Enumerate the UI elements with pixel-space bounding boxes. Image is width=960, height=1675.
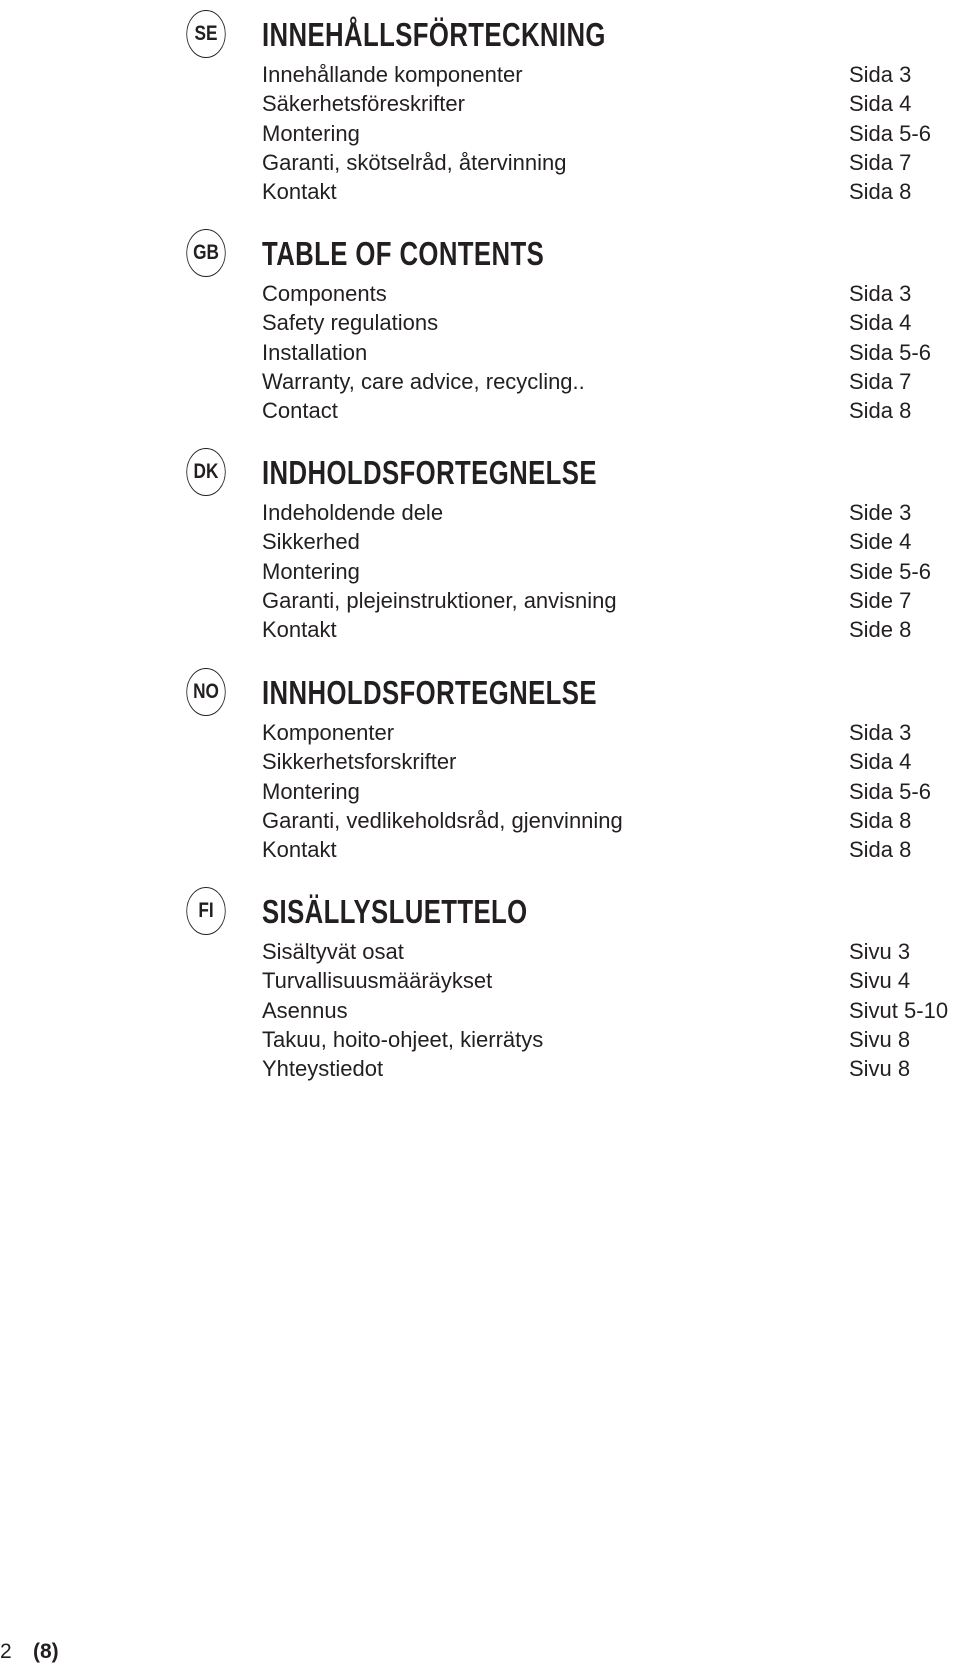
- toc-entry-page: Sida 5-6: [849, 120, 931, 146]
- toc-entry: [262, 338, 952, 367]
- toc-entry: [262, 1054, 952, 1083]
- toc-entry-page: Sivu 8: [849, 1026, 911, 1052]
- toc-entry-page: Sida 4: [849, 310, 912, 336]
- toc-entry-label: Contact: [262, 398, 338, 424]
- toc-entry: [262, 557, 952, 586]
- language-badge-no: NO: [186, 668, 225, 716]
- toc-list: [262, 937, 952, 1083]
- toc-entry: [262, 527, 952, 556]
- toc-entry: [262, 148, 952, 177]
- toc-entry: [262, 937, 952, 966]
- toc-entry-label: Takuu, hoito-ohjeet, kierrätys: [262, 1026, 544, 1052]
- toc-entry: [262, 996, 952, 1025]
- toc-list: [262, 279, 952, 425]
- toc-entry: [262, 177, 952, 206]
- toc-entry-label: Asennus: [262, 997, 348, 1023]
- toc-entry-page: Sida 3: [849, 62, 912, 87]
- toc-entry-page: Sivu 3: [849, 939, 911, 964]
- toc-entry-label: Warranty, care advice, recycling..: [262, 368, 585, 394]
- toc-entry: [262, 498, 952, 527]
- toc-entry-label: Innehållande komponenter: [262, 62, 523, 87]
- toc-entry-label: Garanti, plejeinstruktioner, anvisning: [262, 587, 617, 613]
- toc-entry-page: Side 3: [849, 500, 912, 525]
- language-badge-gb: GB: [186, 229, 225, 277]
- toc-entry-page: Sida 4: [849, 749, 912, 775]
- toc-entry-label: Kontakt: [262, 179, 337, 205]
- toc-entry-label: Montering: [262, 558, 360, 584]
- toc-entry-label: Yhteystiedot: [262, 1056, 384, 1082]
- toc-entry-page: Sida 8: [849, 179, 912, 205]
- toc-entry-label: Indeholdende dele: [262, 500, 444, 525]
- toc-entry-page: Sida 3: [849, 281, 912, 306]
- language-badge-se: SE: [186, 10, 225, 58]
- toc-list: [262, 498, 952, 644]
- toc-entry-page: Side 5-6: [849, 558, 931, 584]
- toc-entry: [262, 747, 952, 776]
- section-heading: INNHOLDSFORTEGNELSE: [262, 674, 597, 711]
- toc-entry: [262, 718, 952, 747]
- toc-entry: [262, 367, 952, 396]
- toc-entry-page: Sida 8: [849, 837, 912, 863]
- toc-entry-label: Sisältyvät osat: [262, 939, 404, 964]
- toc-entry: [262, 806, 952, 835]
- toc-entry: [262, 615, 952, 644]
- toc-entry-label: Montering: [262, 120, 360, 146]
- toc-entry-label: Sikkerhed: [262, 529, 360, 555]
- toc-entry: [262, 279, 952, 308]
- toc-entry-label: Garanti, skötselråd, återvinning: [262, 149, 567, 175]
- language-badge-dk: DK: [186, 448, 225, 496]
- section-heading: INNEHÅLLSFÖRTECKNING: [262, 16, 606, 53]
- toc-entry: [262, 308, 952, 337]
- toc-entry-page: Sida 5-6: [849, 778, 931, 804]
- toc-entry: [262, 777, 952, 806]
- page-number: 2: [0, 1640, 12, 1663]
- language-badge-fi: FI: [186, 887, 225, 935]
- toc-entry-page: Sida 8: [849, 807, 912, 833]
- toc-entry: [262, 60, 952, 89]
- toc-entry: [262, 396, 952, 425]
- section-heading: TABLE OF CONTENTS: [262, 235, 545, 272]
- toc-entry-label: Components: [262, 281, 387, 306]
- toc-entry-label: Installation: [262, 339, 368, 365]
- toc-entry-page: Sivut 5-10: [849, 997, 949, 1023]
- toc-entry-page: Side 7: [849, 587, 912, 613]
- toc-entry-label: Safety regulations: [262, 310, 439, 336]
- section-heading: SISÄLLYSLUETTELO: [262, 893, 528, 930]
- toc-entry-label: Sikkerhetsforskrifter: [262, 749, 457, 775]
- toc-entry-page: Side 4: [849, 529, 912, 555]
- toc-list: [262, 60, 952, 206]
- section-heading: INDHOLDSFORTEGNELSE: [262, 454, 597, 491]
- toc-entry: [262, 119, 952, 148]
- toc-entry-page: Sivu 8: [849, 1056, 911, 1082]
- toc-entry-page: Sida 3: [849, 720, 912, 745]
- toc-entry-page: Sivu 4: [849, 968, 911, 994]
- toc-entry-label: Turvallisuusmääräykset: [262, 968, 493, 994]
- toc-entry: [262, 966, 952, 995]
- toc-list: [262, 718, 952, 864]
- page-total: (8): [33, 1640, 59, 1663]
- toc-entry-label: Garanti, vedlikeholdsråd, gjenvinning: [262, 807, 623, 833]
- toc-entry: [262, 835, 952, 864]
- toc-entry-page: Sida 4: [849, 91, 912, 117]
- toc-entry-label: Kontakt: [262, 617, 337, 643]
- toc-entry-page: Sida 7: [849, 149, 912, 175]
- toc-entry: [262, 586, 952, 615]
- toc-entry: [262, 1025, 952, 1054]
- toc-entry-page: Sida 5-6: [849, 339, 931, 365]
- toc-entry-label: Säkerhetsföreskrifter: [262, 91, 465, 117]
- toc-entry-label: Kontakt: [262, 837, 337, 863]
- toc-entry: [262, 89, 952, 118]
- toc-entry-page: Side 8: [849, 617, 912, 643]
- toc-entry-page: Sida 7: [849, 368, 912, 394]
- toc-entry-page: Sida 8: [849, 398, 912, 424]
- toc-entry-label: Montering: [262, 778, 360, 804]
- toc-entry-label: Komponenter: [262, 720, 395, 745]
